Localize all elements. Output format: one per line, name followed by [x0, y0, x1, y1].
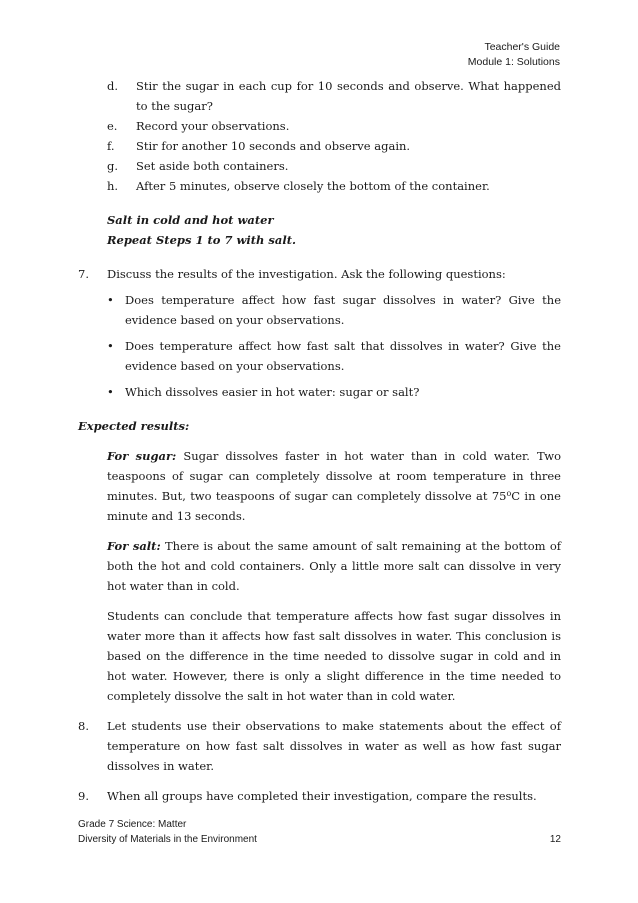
salt-heading	[78, 210, 561, 250]
bullet-icon: •	[107, 293, 114, 307]
bullet-text: Does temperature affect how fast salt that dissolves in water? Give the evidence based on your observations.	[125, 339, 561, 373]
item-text: Discuss the results of the investigation. Ask the following questions:	[107, 267, 506, 281]
step-e	[78, 116, 561, 136]
page-number: 12	[549, 834, 561, 845]
step-marker: h.	[107, 179, 119, 193]
bullet-item	[107, 290, 561, 330]
footer-grade-subject: Grade 7 Science: Matter	[78, 819, 187, 830]
salt-text: There is about the same amount of salt remaining at the bottom of both the hot and cold containers. Only a little more salt can dissolve in very hot water than in cold.	[107, 539, 561, 593]
header-guide-title: Teacher's Guide	[484, 41, 560, 53]
bullet-icon: •	[107, 339, 114, 353]
item-marker: 9.	[78, 789, 89, 803]
step-text: After 5 minutes, observe closely the bottom of the container.	[136, 179, 490, 193]
step-marker: g.	[107, 159, 119, 173]
sugar-result-paragraph	[78, 446, 561, 526]
item-7	[78, 264, 561, 284]
step-marker: d.	[107, 79, 119, 93]
item-marker: 8.	[78, 719, 89, 733]
salt-heading-title: Salt in cold and hot water	[107, 213, 274, 227]
step-g	[78, 156, 561, 176]
bullet-text: Which dissolves easier in hot water: sugar or salt?	[125, 385, 420, 399]
header-module-title: Module 1: Solutions	[467, 56, 560, 68]
step-d	[78, 76, 561, 116]
item-text: Let students use their observations to make statements about the effect of temperature on how fast salt dissolves in water as well as how fast sugar dissolves in water.	[107, 719, 561, 773]
step-h	[78, 176, 561, 196]
page-header	[468, 40, 560, 70]
bullet-item	[107, 382, 561, 402]
conclusion-paragraph: Students can conclude that temperature affects how fast sugar dissolves in water more than it affects how fast salt dissolves in water. This conclusion is based on the difference in the time needed to dissolve sugar in cold and in hot water. However, there is only a slight difference in the time needed to completely dissolve the salt in hot water than in cold water.	[107, 609, 561, 703]
expected-results-heading: Expected results:	[78, 419, 190, 433]
item-8	[78, 716, 561, 776]
bullet-item	[107, 336, 561, 376]
bullet-text: Does temperature affect how fast sugar dissolves in water? Give the evidence based on your observations.	[125, 293, 561, 327]
sugar-text: Sugar dissolves faster in hot water than in cold water. Two teaspoons of sugar can completely dissolve at room temperature in three minutes. But, two teaspoons of sugar can completely dissolve at 75	[107, 449, 562, 503]
step-f	[78, 136, 561, 156]
step-text: Stir the sugar in each cup for 10 seconds and observe. What happened to the sugar?	[136, 79, 561, 113]
item-text: When all groups have completed their investigation, compare the results.	[107, 789, 537, 803]
sugar-label: For sugar:	[107, 449, 177, 463]
item-9	[78, 786, 561, 806]
page-footer	[78, 817, 561, 847]
item-marker: 7.	[78, 267, 89, 281]
step-marker: e.	[107, 119, 118, 133]
bullet-icon: •	[107, 385, 114, 399]
salt-result-paragraph	[78, 536, 561, 596]
footer-module-name: Diversity of Materials in the Environment	[78, 834, 257, 845]
salt-label: For salt:	[107, 539, 161, 553]
page-content	[78, 76, 561, 806]
sugar-text-end: C in one minute and 13 seconds.	[107, 489, 561, 523]
salt-heading-instruction: Repeat Steps 1 to 7 with salt.	[107, 233, 297, 247]
step-text: Stir for another 10 seconds and observe again.	[136, 139, 411, 153]
step-text: Record your observations.	[136, 119, 290, 133]
step-marker: f.	[107, 139, 115, 153]
step-text: Set aside both containers.	[136, 159, 289, 173]
degree-mark: o	[506, 489, 512, 498]
